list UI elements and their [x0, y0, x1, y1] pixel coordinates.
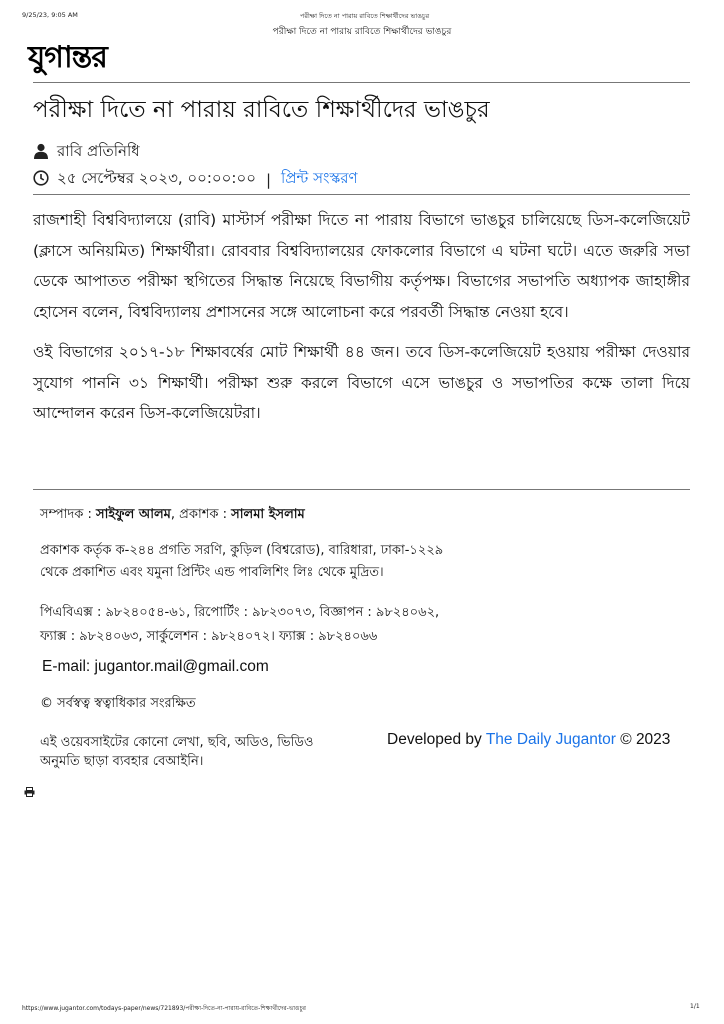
- developed-by: [387, 731, 670, 749]
- editor-label: সম্পাদক :: [40, 507, 96, 522]
- footer-divider: [33, 489, 690, 490]
- developed-suffix: © 2023: [615, 731, 671, 748]
- print-icon[interactable]: [24, 782, 35, 801]
- date-row: [33, 167, 358, 192]
- print-datetime: 9/25/23, 9:05 AM: [22, 11, 78, 19]
- print-edition-link[interactable]: প্রিন্ট সংস্করণ: [281, 169, 358, 187]
- author-name: রাবি প্রতিনিধি: [57, 142, 140, 160]
- address-line: থেকে প্রকাশিত এবং যমুনা প্রিন্টিং এন্ড পাবলিশিং লিঃ থেকে মুদ্রিত।: [40, 565, 384, 580]
- contact-email[interactable]: E-mail: jugantor.mail@gmail.com: [42, 658, 269, 675]
- editor-line: [40, 505, 305, 526]
- print-subtitle: পরীক্ষা দিতে না পারায় রাবিতে শিক্ষার্থীদের ভাঙচুর: [272, 27, 452, 37]
- article-headline: পরীক্ষা দিতে না পারায় রাবিতে শিক্ষার্থীদের ভাঙচুর: [33, 97, 490, 123]
- meta-divider: [33, 194, 690, 195]
- article-paragraph: রাজশাহী বিশ্ববিদ্যালয়ে (রাবি) মাস্টার্স পরীক্ষা দিতে না পারায় বিভাগে ভাঙচুর চালিয়েছে ডিস-কলেজিয়েট (ক্লাসে অনিয়মিত) শিক্ষার্থীরা। রোববার বিশ্ববিদ্যালয়ের ফোকলোর বিভাগে এ ঘটনা ঘটে। এতে জরুরি সভা ডেকে আপাতত পরীক্ষা স্থগিতের সিদ্ধান্ত নিয়েছে বিভাগীয় কর্তৃপক্ষ। বিভাগের সভাপতি অধ্যাপক জাহাঙ্গীর হোসেন বলেন, বিশ্ববিদ্যালয় প্রশাসনের সঙ্গে আলোচনা করে পরবর্তী সিদ্ধান্ত নেওয়া হবে।: [33, 211, 690, 321]
- meta-separator: |: [265, 170, 272, 189]
- header-divider: [33, 82, 690, 83]
- user-icon: [33, 143, 57, 163]
- developer-link[interactable]: The Daily Jugantor: [485, 731, 616, 748]
- contact-phones: [40, 601, 439, 649]
- address-line: প্রকাশক কর্তৃক ক-২৪৪ প্রগতি সরণি, কুড়িল (বিশ্বরোড), বারিধারা, ঢাকা-১২২৯: [40, 543, 444, 558]
- developed-prefix: Developed by: [387, 731, 486, 748]
- publisher-address: [40, 540, 443, 584]
- article-body: [33, 205, 690, 439]
- notice-line: অনুমতি ছাড়া ব্যবহার বেআইনি।: [40, 754, 204, 769]
- print-page-title: পরীক্ষা দিতে না পারায় রাবিতে শিক্ষার্থীদের ভাঙচুর: [300, 12, 430, 20]
- print-page-number: 1/1: [690, 1003, 700, 1010]
- print-url: https://www.jugantor.com/todays-paper/news/721893/পরীক্ষা-দিতে-না-পারায়-রাবিতে-শিক্ষার্থীদের-ভাঙচুর: [22, 1005, 306, 1012]
- site-logo[interactable]: যুগান্তর: [28, 40, 107, 75]
- copyright-notice: © সর্বস্বত্ব স্বত্বাধিকার সংরক্ষিত: [40, 696, 196, 711]
- author-row: [33, 140, 140, 165]
- editor-name: সাইফুল আলম: [96, 507, 171, 522]
- publisher-label: , প্রকাশক :: [170, 507, 232, 522]
- usage-notice: [40, 733, 313, 771]
- publisher-name: সালমা ইসলাম: [231, 507, 305, 522]
- article-paragraph: ওই বিভাগের ২০১৭-১৮ শিক্ষাবর্ষের মোট শিক্ষার্থী ৪৪ জন। তবে ডিস-কলেজিয়েট হওয়ায় পরীক্ষা দেওয়ার সুযোগ পাননি ৩১ শিক্ষার্থী। পরীক্ষা শুরু করলে বিভাগে এসে ভাঙচুর ও সভাপতির কক্ষে তালা দিয়ে আন্দোলন করেন ডিস-কলেজিয়েটরা।: [33, 343, 690, 422]
- notice-line: এই ওয়েবসাইটের কোনো লেখা, ছবি, অডিও, ভিডিও: [40, 735, 314, 750]
- publish-date: ২৫ সেপ্টেম্বর ২০২৩, ০০:০০:০০: [57, 169, 256, 187]
- phones-line: পিএবিএক্স : ৯৮২৪০৫৪-৬১, রিপোর্টিং : ৯৮২৩০৭৩, বিজ্ঞাপন : ৯৮২৪০৬২,: [40, 605, 440, 620]
- clock-icon: [33, 170, 57, 190]
- phones-line: ফ্যাক্স : ৯৮২৪০৬৩, সার্কুলেশন : ৯৮২৪০৭২। ফ্যাক্স : ৯৮২৪০৬৬: [40, 629, 378, 644]
